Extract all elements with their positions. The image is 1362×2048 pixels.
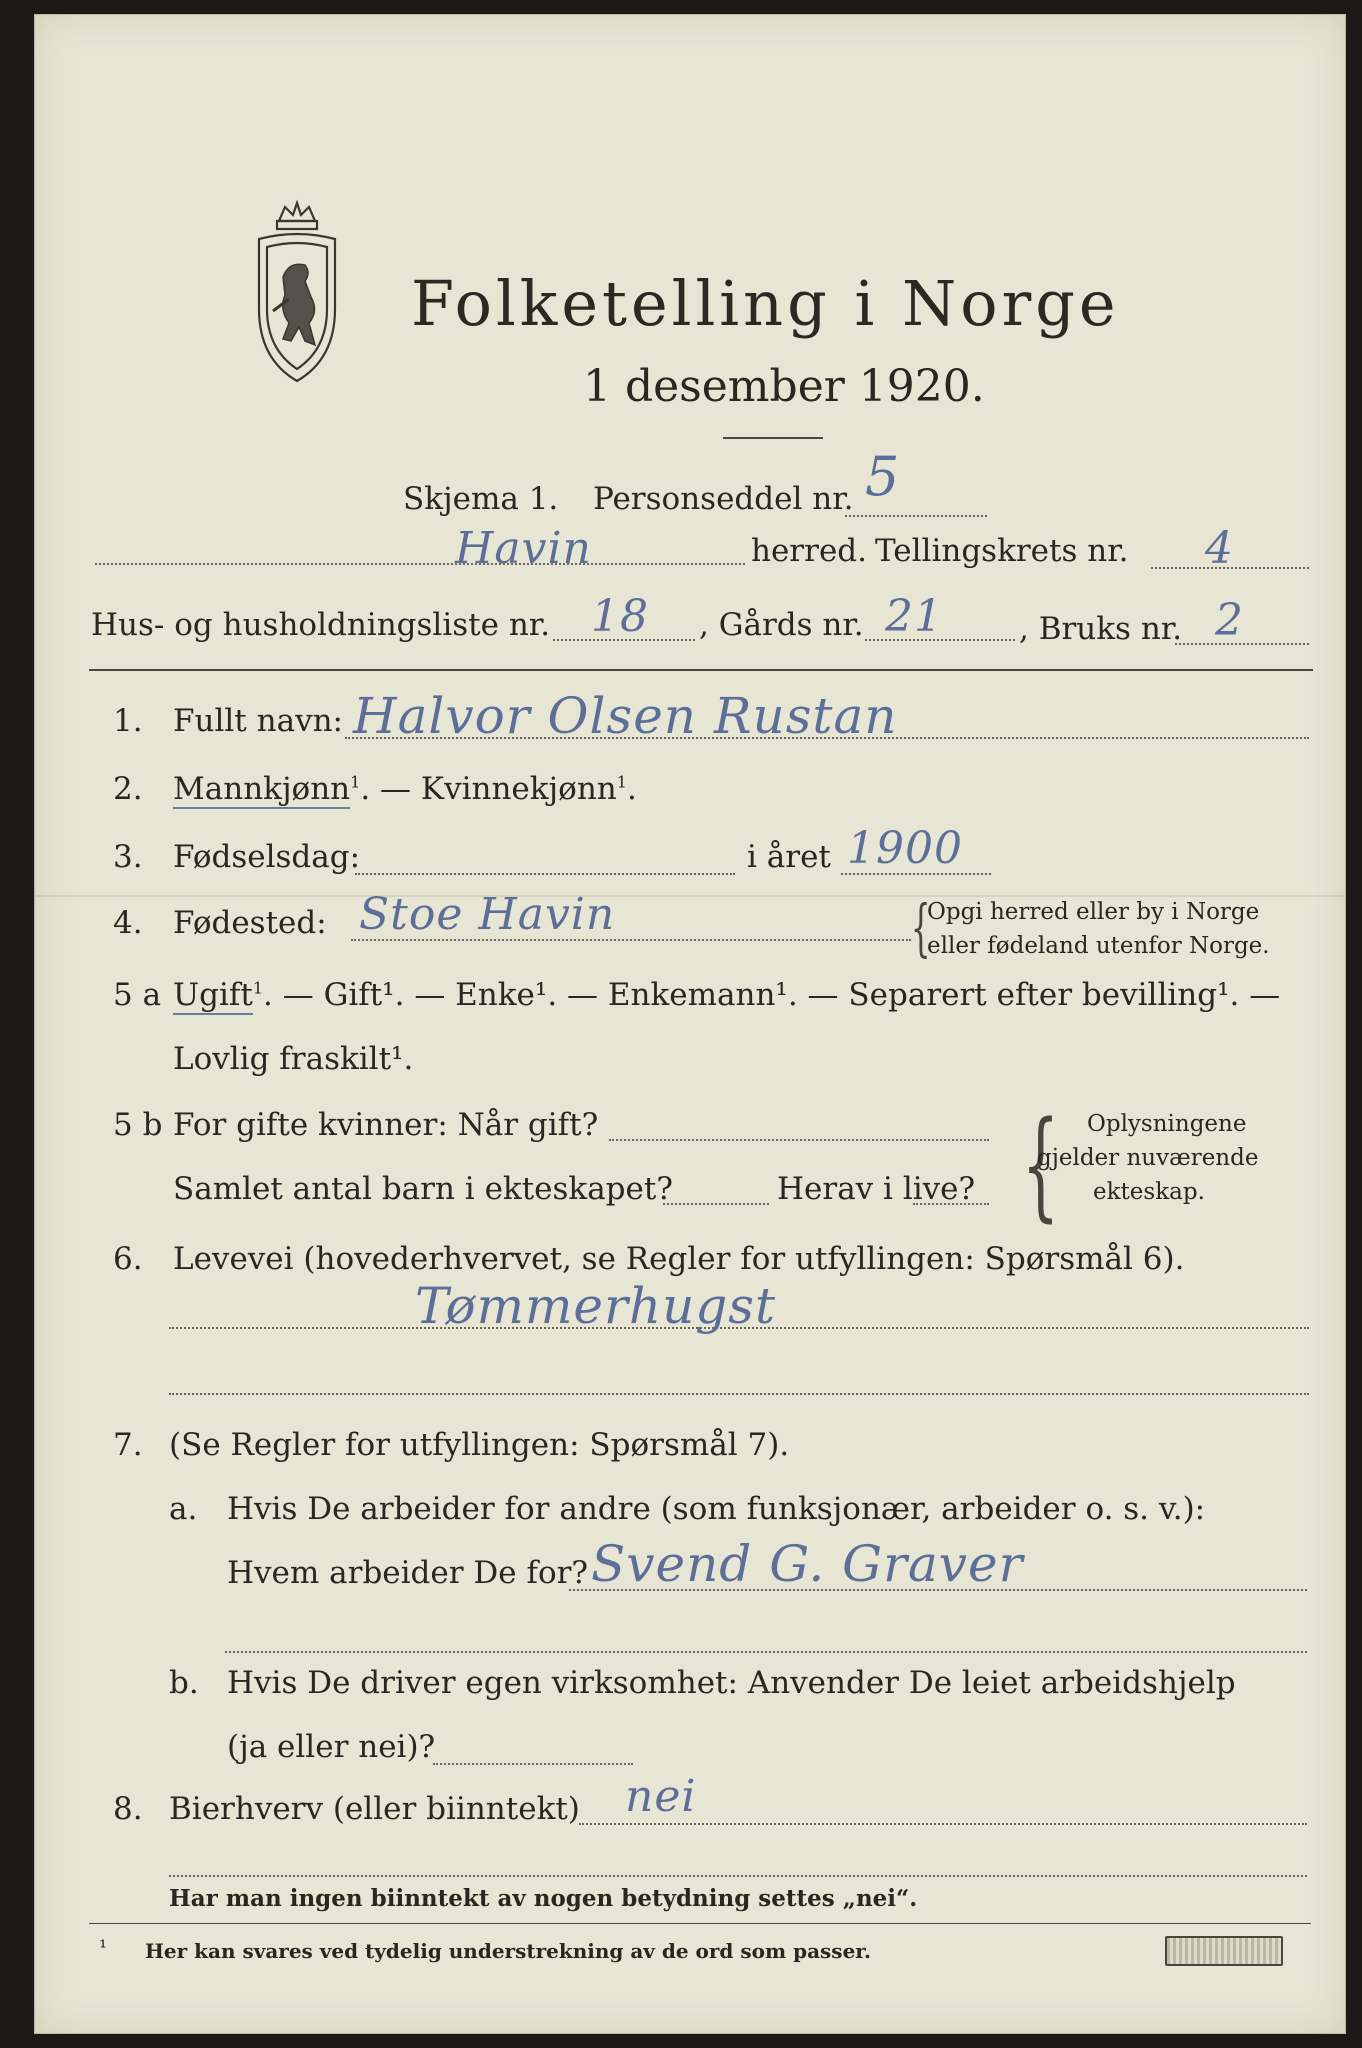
side-income-value: nei	[625, 1771, 697, 1822]
bruks-label: , Bruks nr.	[1019, 611, 1183, 647]
footer-note: Har man ingen biinntekt av nogen betydning settes „nei“.	[169, 1885, 918, 1912]
occupation-value: Tømmerhugst	[415, 1277, 777, 1335]
q7b-line	[433, 1763, 633, 1765]
q7b-letter: b.	[169, 1665, 199, 1701]
q7a-line2	[225, 1651, 1307, 1653]
q6-line2	[169, 1393, 1309, 1395]
q5a-line2: Lovlig fraskilt¹.	[173, 1041, 414, 1077]
personseddel-line	[845, 515, 987, 517]
q3-number: 3.	[113, 839, 143, 875]
q1-number: 1.	[113, 703, 143, 739]
full-name-value: Halvor Olsen Rustan	[353, 687, 898, 745]
q7b-label: Hvis De driver egen virksomhet: Anvender De leiet arbeidshjelp	[227, 1665, 1236, 1701]
q5b-note-line1: Oplysningene	[1087, 1111, 1247, 1137]
q7-number: 7.	[113, 1427, 143, 1463]
q5b-number: 5 b	[113, 1107, 163, 1143]
q5b-alive-line	[913, 1203, 989, 1205]
q8-line1	[579, 1823, 1307, 1825]
herred-label: herred.	[751, 533, 867, 569]
q5b-married-line	[609, 1139, 989, 1141]
header-separator	[89, 669, 1313, 671]
q8-label: Bierhverv (eller biinntekt)	[169, 1791, 580, 1827]
q6-number: 6.	[113, 1241, 143, 1277]
q4-note-line1: Opgi herred eller by i Norge	[927, 899, 1260, 925]
mannkjonn-option: Mannkjønn	[173, 771, 351, 807]
q8-number: 8.	[113, 1791, 143, 1827]
q4-brace: {	[910, 891, 931, 964]
herred-line	[95, 563, 745, 565]
q4-number: 4.	[113, 905, 143, 941]
q6-label: Levevei (hovederhvervet, se Regler for utfyllingen: Spørsmål 6).	[173, 1241, 1185, 1277]
tellingskrets-value: 4	[1205, 523, 1234, 574]
q5b-note-line3: ekteskap.	[1093, 1179, 1205, 1205]
schema-label: Skjema 1.	[403, 481, 559, 517]
form-title: Folketelling i Norge	[411, 267, 1120, 340]
q2-number: 2.	[113, 771, 143, 807]
husliste-value: 18	[591, 591, 649, 642]
q1-label: Fullt navn:	[173, 703, 343, 739]
kvinnekjonn-option: . — Kvinnekjønn	[360, 771, 617, 807]
q5a-number: 5 a	[113, 977, 162, 1013]
q5a-options: Ugift$^1$. — Gift¹. — Enke¹. — Enkemann¹. — Separert efter bevilling¹. —	[173, 977, 1281, 1013]
q5b-note-line2: gjelder nuværende	[1037, 1145, 1259, 1171]
q3-label: Fødselsdag:	[173, 839, 361, 875]
q5b-children-line	[663, 1203, 769, 1205]
q7b-sub-label: (ja eller nei)?	[227, 1729, 436, 1765]
paper-crease	[35, 895, 1345, 897]
personseddel-label: Personseddel nr.	[593, 481, 854, 517]
census-form-sheet	[34, 14, 1346, 2034]
footnote-text: Her kan svares ved tydelig understrekning av de ord som passer.	[145, 1939, 871, 1963]
census-date: 1 desember 1920.	[583, 361, 985, 412]
herred-value: Havin	[455, 523, 592, 574]
bruks-value: 2	[1215, 595, 1244, 646]
q7-label: (Se Regler for utfyllingen: Spørsmål 7).	[169, 1427, 790, 1463]
birth-year-value: 1900	[847, 823, 963, 874]
title-divider	[723, 437, 823, 439]
q4-note-line2: eller fødeland utenfor Norge.	[927, 933, 1270, 959]
footnote-mark: ¹	[99, 1935, 108, 1959]
norwegian-lion-shield-icon	[249, 199, 345, 389]
q5b-children-label: Samlet antal barn i ekteskapet?	[173, 1171, 673, 1207]
q5b-alive-label: Herav i live?	[777, 1171, 976, 1207]
tellingskrets-label: Tellingskrets nr.	[875, 533, 1129, 569]
q7a-label: Hvis De arbeider for andre (som funksjonær, arbeider o. s. v.):	[227, 1491, 1206, 1527]
husliste-label: Hus- og husholdningsliste nr.	[91, 607, 551, 643]
q4-label: Fødested:	[173, 905, 327, 941]
q3-year-label: i året	[747, 839, 831, 875]
q8-line2	[169, 1875, 1307, 1877]
employer-value: Svend G. Graver	[591, 1535, 1024, 1593]
q3-day-line	[355, 873, 735, 875]
personseddel-value: 5	[865, 445, 901, 508]
q5b-brace: {	[1021, 1095, 1060, 1233]
gards-label: , Gårds nr.	[699, 607, 864, 643]
ugift-option: Ugift	[173, 977, 253, 1013]
q2-gender: Mannkjønn$^1$. — Kvinnekjønn$^1$.	[173, 771, 637, 807]
printer-stamp	[1165, 1936, 1283, 1966]
birthplace-value: Stoe Havin	[359, 889, 616, 940]
footer-separator	[89, 1923, 1311, 1924]
q7a-sub-label: Hvem arbeider De for?	[227, 1555, 589, 1591]
q7a-letter: a.	[169, 1491, 198, 1527]
gards-value: 21	[885, 591, 943, 642]
q5b-label: For gifte kvinner: Når gift?	[173, 1107, 599, 1143]
